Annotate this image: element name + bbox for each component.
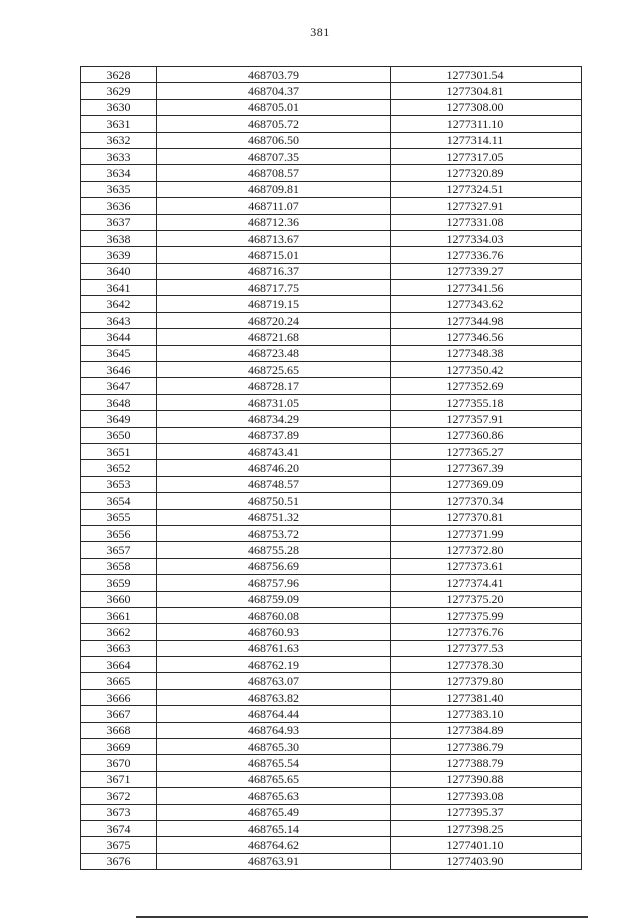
point-id-cell: 3669 [81, 739, 157, 755]
y-coordinate-cell: 1277393.08 [391, 788, 582, 804]
point-id-cell: 3660 [81, 591, 157, 607]
x-coordinate-cell: 468765.54 [157, 755, 391, 771]
x-coordinate-cell: 468757.96 [157, 575, 391, 591]
point-id-cell: 3659 [81, 575, 157, 591]
y-coordinate-cell: 1277331.08 [391, 214, 582, 230]
x-coordinate-cell: 468709.81 [157, 181, 391, 197]
table-row [81, 476, 582, 492]
table-row [81, 83, 582, 99]
point-id-cell: 3629 [81, 83, 157, 99]
point-id-cell: 3676 [81, 853, 157, 869]
y-coordinate-cell: 1277352.69 [391, 378, 582, 394]
y-coordinate-cell: 1277367.39 [391, 460, 582, 476]
point-id-cell: 3658 [81, 558, 157, 574]
point-id-cell: 3654 [81, 493, 157, 509]
y-coordinate-cell: 1277374.41 [391, 575, 582, 591]
x-coordinate-cell: 468763.07 [157, 673, 391, 689]
point-id-cell: 3668 [81, 722, 157, 738]
table-row [81, 460, 582, 476]
table-row [81, 689, 582, 705]
y-coordinate-cell: 1277336.76 [391, 247, 582, 263]
x-coordinate-cell: 468755.28 [157, 542, 391, 558]
table-row [81, 230, 582, 246]
x-coordinate-cell: 468720.24 [157, 312, 391, 328]
x-coordinate-cell: 468765.63 [157, 788, 391, 804]
point-id-cell: 3641 [81, 280, 157, 296]
x-coordinate-cell: 468765.65 [157, 771, 391, 787]
table-row [81, 443, 582, 459]
table-row [81, 657, 582, 673]
table-row [81, 624, 582, 640]
table-row [81, 198, 582, 214]
y-coordinate-cell: 1277365.27 [391, 443, 582, 459]
x-coordinate-cell: 468723.48 [157, 345, 391, 361]
point-id-cell: 3632 [81, 132, 157, 148]
y-coordinate-cell: 1277388.79 [391, 755, 582, 771]
point-id-cell: 3651 [81, 443, 157, 459]
x-coordinate-cell: 468734.29 [157, 411, 391, 427]
point-id-cell: 3665 [81, 673, 157, 689]
y-coordinate-cell: 1277301.54 [391, 67, 582, 83]
x-coordinate-cell: 468753.72 [157, 525, 391, 541]
x-coordinate-cell: 468703.79 [157, 67, 391, 83]
y-coordinate-cell: 1277304.81 [391, 83, 582, 99]
x-coordinate-cell: 468708.57 [157, 165, 391, 181]
table-row [81, 755, 582, 771]
bottom-rule [136, 916, 588, 918]
table-row [81, 788, 582, 804]
y-coordinate-cell: 1277357.91 [391, 411, 582, 427]
x-coordinate-cell: 468765.30 [157, 739, 391, 755]
point-id-cell: 3630 [81, 99, 157, 115]
table-row [81, 67, 582, 83]
x-coordinate-cell: 468756.69 [157, 558, 391, 574]
point-id-cell: 3657 [81, 542, 157, 558]
point-id-cell: 3656 [81, 525, 157, 541]
x-coordinate-cell: 468761.63 [157, 640, 391, 656]
y-coordinate-cell: 1277398.25 [391, 820, 582, 836]
x-coordinate-cell: 468704.37 [157, 83, 391, 99]
page-number: 381 [310, 25, 330, 39]
point-id-cell: 3635 [81, 181, 157, 197]
y-coordinate-cell: 1277401.10 [391, 837, 582, 853]
x-coordinate-cell: 468712.36 [157, 214, 391, 230]
table-row [81, 116, 582, 132]
table-row [81, 542, 582, 558]
y-coordinate-cell: 1277379.80 [391, 673, 582, 689]
point-id-cell: 3636 [81, 198, 157, 214]
y-coordinate-cell: 1277346.56 [391, 329, 582, 345]
x-coordinate-cell: 468763.82 [157, 689, 391, 705]
x-coordinate-cell: 468762.19 [157, 657, 391, 673]
table-row [81, 329, 582, 345]
y-coordinate-cell: 1277373.61 [391, 558, 582, 574]
x-coordinate-cell: 468765.49 [157, 804, 391, 820]
x-coordinate-cell: 468746.20 [157, 460, 391, 476]
table-row [81, 722, 582, 738]
point-id-cell: 3672 [81, 788, 157, 804]
y-coordinate-cell: 1277377.53 [391, 640, 582, 656]
table-row [81, 427, 582, 443]
table-row [81, 804, 582, 820]
x-coordinate-cell: 468711.07 [157, 198, 391, 214]
table-row [81, 148, 582, 164]
x-coordinate-cell: 468750.51 [157, 493, 391, 509]
point-id-cell: 3667 [81, 706, 157, 722]
y-coordinate-cell: 1277320.89 [391, 165, 582, 181]
y-coordinate-cell: 1277341.56 [391, 280, 582, 296]
point-id-cell: 3637 [81, 214, 157, 230]
x-coordinate-cell: 468737.89 [157, 427, 391, 443]
y-coordinate-cell: 1277369.09 [391, 476, 582, 492]
point-id-cell: 3674 [81, 820, 157, 836]
x-coordinate-cell: 468715.01 [157, 247, 391, 263]
x-coordinate-cell: 468751.32 [157, 509, 391, 525]
table-row [81, 312, 582, 328]
point-id-cell: 3644 [81, 329, 157, 345]
table-row [81, 411, 582, 427]
table-row [81, 247, 582, 263]
point-id-cell: 3666 [81, 689, 157, 705]
x-coordinate-cell: 468717.75 [157, 280, 391, 296]
table-row [81, 607, 582, 623]
x-coordinate-cell: 468705.01 [157, 99, 391, 115]
x-coordinate-cell: 468728.17 [157, 378, 391, 394]
point-id-cell: 3645 [81, 345, 157, 361]
y-coordinate-cell: 1277308.00 [391, 99, 582, 115]
y-coordinate-cell: 1277324.51 [391, 181, 582, 197]
y-coordinate-cell: 1277386.79 [391, 739, 582, 755]
point-id-cell: 3631 [81, 116, 157, 132]
point-id-cell: 3664 [81, 657, 157, 673]
table-row [81, 558, 582, 574]
y-coordinate-cell: 1277360.86 [391, 427, 582, 443]
x-coordinate-cell: 468713.67 [157, 230, 391, 246]
point-id-cell: 3634 [81, 165, 157, 181]
x-coordinate-cell: 468743.41 [157, 443, 391, 459]
table-row [81, 362, 582, 378]
x-coordinate-cell: 468763.91 [157, 853, 391, 869]
x-coordinate-cell: 468716.37 [157, 263, 391, 279]
x-coordinate-cell: 468764.62 [157, 837, 391, 853]
y-coordinate-cell: 1277348.38 [391, 345, 582, 361]
table-row [81, 99, 582, 115]
point-id-cell: 3650 [81, 427, 157, 443]
point-id-cell: 3639 [81, 247, 157, 263]
y-coordinate-cell: 1277371.99 [391, 525, 582, 541]
point-id-cell: 3671 [81, 771, 157, 787]
y-coordinate-cell: 1277355.18 [391, 394, 582, 410]
point-id-cell: 3661 [81, 607, 157, 623]
table-row [81, 132, 582, 148]
y-coordinate-cell: 1277376.76 [391, 624, 582, 640]
point-id-cell: 3663 [81, 640, 157, 656]
point-id-cell: 3673 [81, 804, 157, 820]
table-row [81, 739, 582, 755]
table-row [81, 214, 582, 230]
x-coordinate-cell: 468765.14 [157, 820, 391, 836]
x-coordinate-cell: 468764.93 [157, 722, 391, 738]
x-coordinate-cell: 468731.05 [157, 394, 391, 410]
coordinate-table [80, 66, 582, 870]
y-coordinate-cell: 1277384.89 [391, 722, 582, 738]
table-row [81, 263, 582, 279]
point-id-cell: 3670 [81, 755, 157, 771]
x-coordinate-cell: 468764.44 [157, 706, 391, 722]
table-row [81, 165, 582, 181]
point-id-cell: 3633 [81, 148, 157, 164]
table-row [81, 378, 582, 394]
y-coordinate-cell: 1277350.42 [391, 362, 582, 378]
y-coordinate-cell: 1277311.10 [391, 116, 582, 132]
point-id-cell: 3655 [81, 509, 157, 525]
table-row [81, 525, 582, 541]
y-coordinate-cell: 1277327.91 [391, 198, 582, 214]
y-coordinate-cell: 1277390.88 [391, 771, 582, 787]
y-coordinate-cell: 1277378.30 [391, 657, 582, 673]
point-id-cell: 3647 [81, 378, 157, 394]
x-coordinate-cell: 468705.72 [157, 116, 391, 132]
x-coordinate-cell: 468719.15 [157, 296, 391, 312]
point-id-cell: 3640 [81, 263, 157, 279]
y-coordinate-cell: 1277344.98 [391, 312, 582, 328]
point-id-cell: 3653 [81, 476, 157, 492]
y-coordinate-cell: 1277403.90 [391, 853, 582, 869]
point-id-cell: 3642 [81, 296, 157, 312]
table-row [81, 493, 582, 509]
table-row [81, 591, 582, 607]
x-coordinate-cell: 468725.65 [157, 362, 391, 378]
table-row [81, 394, 582, 410]
table-row [81, 181, 582, 197]
table-row [81, 509, 582, 525]
x-coordinate-cell: 468760.93 [157, 624, 391, 640]
y-coordinate-cell: 1277383.10 [391, 706, 582, 722]
point-id-cell: 3638 [81, 230, 157, 246]
y-coordinate-cell: 1277317.05 [391, 148, 582, 164]
table-row [81, 640, 582, 656]
table-row [81, 771, 582, 787]
table-row [81, 296, 582, 312]
table-row [81, 820, 582, 836]
table-row [81, 706, 582, 722]
point-id-cell: 3648 [81, 394, 157, 410]
y-coordinate-cell: 1277375.20 [391, 591, 582, 607]
y-coordinate-cell: 1277343.62 [391, 296, 582, 312]
table-row [81, 853, 582, 869]
x-coordinate-cell: 468760.08 [157, 607, 391, 623]
table-row [81, 345, 582, 361]
x-coordinate-cell: 468748.57 [157, 476, 391, 492]
point-id-cell: 3646 [81, 362, 157, 378]
y-coordinate-cell: 1277370.34 [391, 493, 582, 509]
x-coordinate-cell: 468706.50 [157, 132, 391, 148]
table-row [81, 575, 582, 591]
table-row [81, 837, 582, 853]
y-coordinate-cell: 1277395.37 [391, 804, 582, 820]
y-coordinate-cell: 1277372.80 [391, 542, 582, 558]
point-id-cell: 3662 [81, 624, 157, 640]
point-id-cell: 3628 [81, 67, 157, 83]
y-coordinate-cell: 1277334.03 [391, 230, 582, 246]
point-id-cell: 3643 [81, 312, 157, 328]
point-id-cell: 3675 [81, 837, 157, 853]
table-row [81, 673, 582, 689]
x-coordinate-cell: 468721.68 [157, 329, 391, 345]
coordinate-table-body [81, 67, 582, 870]
y-coordinate-cell: 1277339.27 [391, 263, 582, 279]
point-id-cell: 3652 [81, 460, 157, 476]
y-coordinate-cell: 1277370.81 [391, 509, 582, 525]
x-coordinate-cell: 468707.35 [157, 148, 391, 164]
y-coordinate-cell: 1277314.11 [391, 132, 582, 148]
table-row [81, 280, 582, 296]
x-coordinate-cell: 468759.09 [157, 591, 391, 607]
point-id-cell: 3649 [81, 411, 157, 427]
y-coordinate-cell: 1277375.99 [391, 607, 582, 623]
y-coordinate-cell: 1277381.40 [391, 689, 582, 705]
